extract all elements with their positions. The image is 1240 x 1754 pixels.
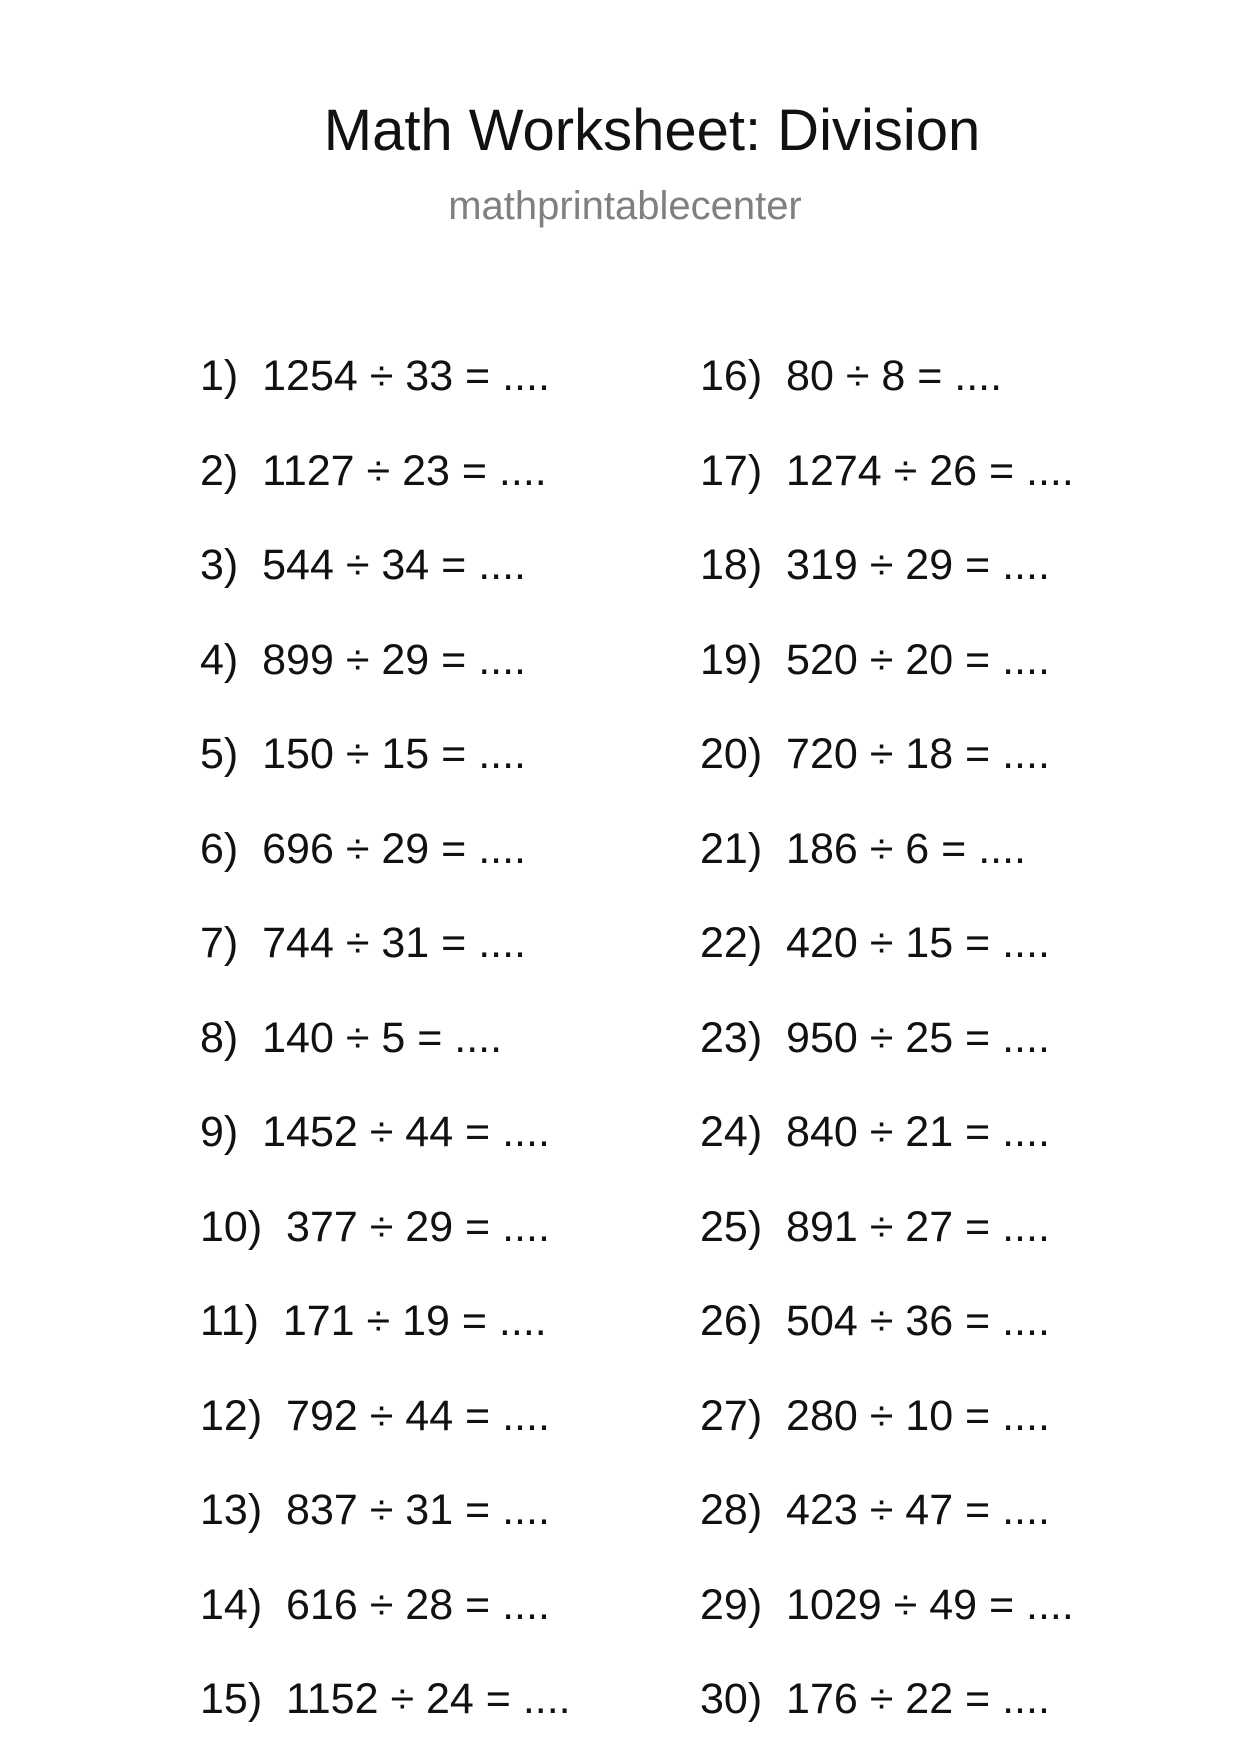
problem-item: 3) 544 ÷ 34 = ....	[200, 541, 526, 589]
problem-item: 17) 1274 ÷ 26 = ....	[700, 446, 1074, 495]
problem-item: 10) 377 ÷ 29 = ....	[200, 1202, 550, 1251]
problem-item: 5) 150 ÷ 15 = ....	[200, 730, 526, 778]
problem-item: 20) 720 ÷ 18 = ....	[700, 730, 1050, 778]
worksheet-subtitle: mathprintablecenter	[448, 184, 802, 228]
problem-item: 29) 1029 ÷ 49 = ....	[700, 1580, 1074, 1629]
problem-item: 11) 171 ÷ 19 = ....	[200, 1297, 547, 1345]
problem-item: 8) 140 ÷ 5 = ....	[200, 1013, 503, 1062]
problem-item: 16) 80 ÷ 8 = ....	[700, 352, 1003, 400]
problem-item: 15) 1152 ÷ 24 = ....	[200, 1675, 571, 1723]
problem-item: 24) 840 ÷ 21 = ....	[700, 1108, 1050, 1156]
problem-item: 12) 792 ÷ 44 = ....	[200, 1391, 550, 1440]
problem-item: 19) 520 ÷ 20 = ....	[700, 635, 1050, 684]
problem-item: 28) 423 ÷ 47 = ....	[700, 1486, 1050, 1534]
problem-item: 30) 176 ÷ 22 = ....	[700, 1675, 1050, 1723]
problem-item: 14) 616 ÷ 28 = ....	[200, 1580, 550, 1629]
problem-item: 27) 280 ÷ 10 = ....	[700, 1391, 1050, 1440]
problem-item: 25) 891 ÷ 27 = ....	[700, 1202, 1050, 1251]
problem-item: 6) 696 ÷ 29 = ....	[200, 824, 526, 873]
problem-item: 9) 1452 ÷ 44 = ....	[200, 1108, 550, 1156]
problem-item: 7) 744 ÷ 31 = ....	[200, 919, 526, 967]
problem-item: 22) 420 ÷ 15 = ....	[700, 919, 1050, 967]
problem-item: 1) 1254 ÷ 33 = ....	[200, 352, 550, 400]
problem-item: 18) 319 ÷ 29 = ....	[700, 541, 1050, 589]
problem-item: 23) 950 ÷ 25 = ....	[700, 1013, 1050, 1062]
problem-item: 4) 899 ÷ 29 = ....	[200, 635, 526, 684]
worksheet-title: Math Worksheet: Division	[323, 98, 981, 163]
problem-item: 2) 1127 ÷ 23 = ....	[200, 446, 547, 495]
problem-item: 21) 186 ÷ 6 = ....	[700, 824, 1026, 873]
problem-item: 13) 837 ÷ 31 = ....	[200, 1486, 550, 1534]
problem-item: 26) 504 ÷ 36 = ....	[700, 1297, 1050, 1345]
